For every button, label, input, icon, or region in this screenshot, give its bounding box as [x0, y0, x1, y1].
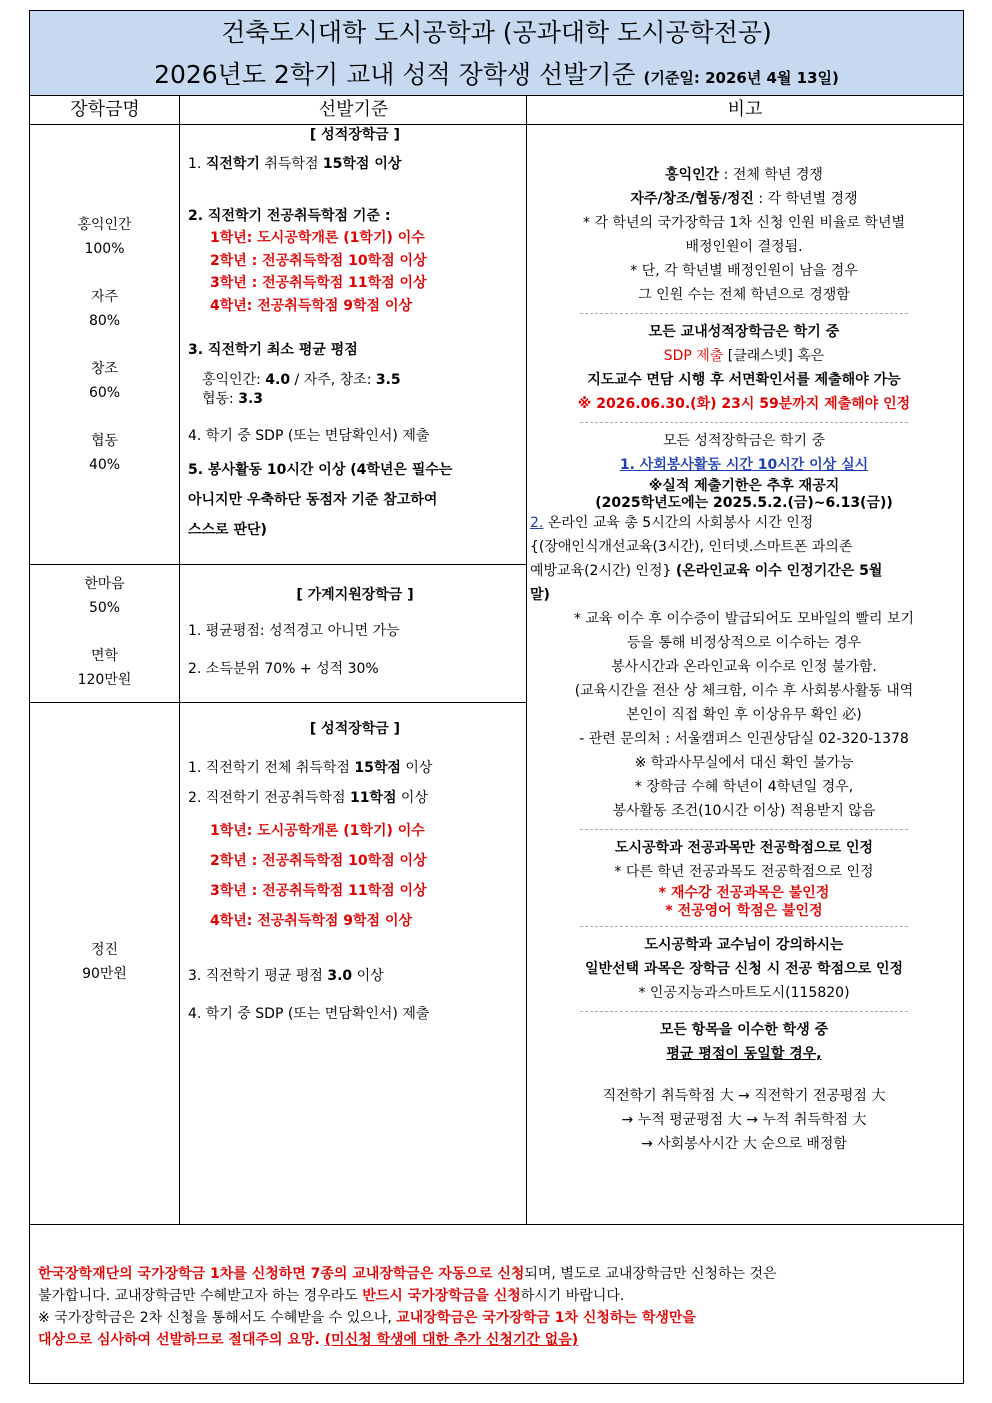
grade-4-req: 4학년: 전공취득학점 9학점 이상	[210, 297, 412, 314]
gpa-line-1: 홍익인간: 4.0 / 자주, 창조: 3.5	[202, 372, 401, 388]
english-note: * 전공영어 학점은 불인정	[665, 903, 823, 919]
title-line-2	[30, 59, 963, 94]
volunteer-requirement: 1. 사회봉사활동 시간 10시간 이상 실시	[619, 457, 869, 473]
contact-note: ※ 학과사무실에서 대신 확인 불가능	[634, 755, 854, 771]
criteria-item-1: 1. 평균평점: 성적경고 아니면 가능	[188, 623, 400, 639]
col-header-criteria: 선발기준	[180, 95, 527, 125]
senior-note-2: 봉사활동 조건(10시간 이상) 적용받지 않음	[612, 803, 876, 819]
footer-line-4: 대상으로 심사하여 선발하므로 절대주의 요망. (미신청 학생에 대한 추가 신청기간 없음)	[38, 1332, 579, 1348]
separator	[580, 313, 908, 314]
divider-row2	[30, 702, 527, 703]
separator	[580, 1011, 908, 1012]
col-header-remarks: 비고	[527, 95, 963, 125]
rate-hanmaeum: 50%	[88, 600, 121, 616]
remark-allocation-2: 배정인원이 결정됨.	[685, 239, 803, 255]
criteria-item-4: 4. 학기 중 SDP (또는 면담확인서) 제출	[188, 1006, 430, 1022]
tie-break-order-1: 직전학기 취득학점 大 → 직전학기 전공평점 大	[602, 1088, 886, 1104]
tie-break-2: 평균 평점이 동일할 경우,	[666, 1046, 822, 1062]
divider-row1	[30, 564, 527, 565]
criteria-title: [ 성적장학금 ]	[309, 127, 401, 143]
tie-break-1: 모든 항목을 이수한 학생 중	[659, 1022, 829, 1038]
base-date: (기준일: 2026년 4월 13일)	[643, 69, 839, 87]
separator	[580, 422, 908, 423]
volunteer-note-1: 모든 성적장학금은 학기 중	[662, 433, 826, 449]
gpa-line-2: 협동: 3.3	[202, 391, 264, 407]
remark-competition-grade: 자주/창조/협동/정진 : 각 학년별 경쟁	[630, 191, 858, 207]
amount-myeonhak: 120만원	[77, 672, 132, 688]
criteria-item-2: 2. 직전학기 전공취득학점 기준 :	[188, 208, 391, 224]
sdp-deadline: ※ 2026.06.30.(화) 23시 59분까지 제출해야 인정	[577, 396, 911, 412]
grade-3-req: 3학년 : 전공취득학점 11학점 이상	[210, 883, 427, 899]
tie-break-order-2: → 누적 평균평점 大 → 누적 취득학점 大	[621, 1112, 867, 1128]
online-edu-warning-4: (교육시간을 전산 상 체크함, 이수 후 사회봉사활동 내역	[574, 683, 914, 699]
title-text: 2026년도 2학기 교내 성적 장학생 선발기준	[154, 60, 636, 89]
amount-jeongjin: 90만원	[82, 966, 127, 982]
online-edu-2: {(장애인식개선교육(3시간), 인터넷.스마트폰 과의존	[530, 539, 853, 555]
elective-note-1: 도시공학과 교수님이 강의하시는	[644, 937, 844, 953]
name-hyeopdong: 협동	[90, 433, 119, 449]
rate-hyeopdong: 40%	[88, 457, 121, 473]
footer-line-3: ※ 국가장학금은 2차 신청을 통해서도 수혜받을 수 있으나, 교내장학금은 국가장학금 1차 신청하는 학생만을	[38, 1310, 696, 1326]
name-hongik: 홍익인간	[77, 217, 132, 233]
grade-3-req: 3학년 : 전공취득학점 11학점 이상	[210, 275, 427, 291]
grade-4-req: 4학년: 전공취득학점 9학점 이상	[210, 913, 412, 929]
online-edu-1: 2. 온라인 교육 총 5시간의 사회봉사 시간 인정	[530, 515, 814, 531]
volunteer-prev-period: (2025학년도에는 2025.5.2.(금)~6.13(금))	[595, 495, 893, 511]
remark-allocation-3: * 단, 각 학년별 배정인원이 남을 경우	[630, 263, 858, 279]
title-line-1: 건축도시대학 도시공학과 (공과대학 도시공학전공)	[221, 18, 772, 47]
criteria-title: [ 가계지원장학금 ]	[296, 587, 414, 603]
divider-v1	[179, 95, 180, 1225]
row1-criteria	[188, 125, 522, 545]
elective-course: * 인공지능과스마트도시(115820)	[638, 985, 850, 1001]
divider-v2	[526, 95, 527, 1225]
criteria-item-2: 2. 직전학기 전공취득학점 11학점 이상	[188, 790, 428, 806]
criteria-item-5-l2: 아니지만 우축하단 동점자 기준 참고하여	[188, 492, 438, 508]
retake-note: * 재수강 전공과목은 불인정	[658, 885, 830, 901]
title-banner	[30, 11, 963, 96]
footer-line-1: 한국장학재단의 국가장학금 1차를 신청하면 7종의 교내장학금은 자동으로 신청되며, 별도로 교내장학금만 신청하는 것은	[38, 1266, 777, 1282]
row1-names	[30, 213, 179, 477]
online-edu-4: 말)	[530, 587, 550, 603]
online-edu-warning-3: 봉사시간과 온라인교육 이수로 인정 불가함.	[611, 659, 877, 675]
separator	[580, 926, 908, 927]
online-edu-warning-2: 등을 통해 비정상적으로 이수하는 경우	[626, 635, 862, 651]
col-header-name: 장학금명	[30, 95, 180, 125]
criteria-item-1: 1. 직전학기 전체 취득학점 15학점 이상	[188, 760, 433, 776]
name-jeongjin: 정진	[90, 942, 119, 958]
online-edu-3: 예방교육(2시간) 인정} (온라인교육 이수 인정기간은 5월	[530, 563, 883, 579]
remark-competition-all: 홍익인간 : 전체 학년 경쟁	[665, 167, 823, 183]
name-hanmaeum: 한마음	[84, 576, 125, 592]
row3-criteria	[188, 717, 522, 1026]
row2-names	[30, 572, 179, 692]
major-credit-note-2: * 다른 학년 전공과목도 전공학점으로 인정	[614, 864, 874, 880]
grade-1-req: 1학년: 도시공학개론 (1학기) 이수	[210, 230, 425, 246]
rate-hongik: 100%	[84, 241, 125, 257]
footer-line-2: 불가합니다. 교내장학금만 수혜받고자 하는 경우라도 반드시 국가장학금을 신청하시기 바랍니다.	[38, 1288, 625, 1304]
tie-break-order-3: → 사회봉사시간 大 순으로 배정함	[641, 1136, 847, 1152]
name-myeonhak: 면학	[90, 648, 119, 664]
rate-changjo: 60%	[88, 385, 121, 401]
sdp-note-1: 모든 교내성적장학금은 학기 중	[648, 324, 840, 340]
elective-note-2: 일반선택 과목은 장학금 신청 시 전공 학점으로 인정	[584, 961, 904, 977]
online-edu-warning-5: 본인이 직접 확인 후 이상유무 확인 必)	[626, 707, 862, 723]
name-jaju: 자주	[90, 289, 119, 305]
remarks-column	[530, 163, 958, 1156]
criteria-item-3: 3. 직전학기 평균 평점 3.0 이상	[188, 968, 384, 984]
senior-note-1: * 장학금 수혜 학년이 4학년일 경우,	[634, 779, 854, 795]
remark-allocation-1: * 각 학년의 국가장학금 1차 신청 인원 비율로 학년별	[583, 215, 905, 231]
criteria-item-3: 3. 직전학기 최소 평균 평점	[188, 342, 358, 358]
major-credit-note-1: 도시공학과 전공과목만 전공학점으로 인정	[614, 840, 874, 856]
divider-footer	[30, 1224, 963, 1225]
scholarship-table	[29, 10, 964, 1384]
criteria-item-1: 1. 직전학기 취득학점 15학점 이상	[188, 156, 402, 172]
criteria-title: [ 성적장학금 ]	[309, 721, 401, 737]
criteria-item-5-l1: 5. 봉사활동 10시간 이상 (4학년은 필수는	[188, 462, 453, 478]
sdp-note-2: SDP 제출 [클래스넷] 혹은	[663, 348, 825, 364]
sdp-note-3: 지도교수 면담 시행 후 서면확인서를 제출해야 가능	[587, 372, 901, 388]
volunteer-deadline: ※실적 제출기한은 추후 재공지	[648, 478, 840, 494]
online-edu-warning-1: * 교육 이수 후 이수증이 발급되어도 모바일의 빨리 보기	[573, 611, 915, 627]
footer-notice	[38, 1263, 953, 1351]
criteria-item-5-l3: 스스로 판단)	[188, 522, 267, 538]
row2-criteria	[188, 583, 522, 681]
rate-jaju: 80%	[88, 313, 121, 329]
criteria-item-2: 2. 소득분위 70% + 성적 30%	[188, 661, 379, 677]
grade-1-req: 1학년: 도시공학개론 (1학기) 이수	[210, 823, 425, 839]
criteria-item-4: 4. 학기 중 SDP (또는 면담확인서) 제출	[188, 428, 430, 444]
grade-2-req: 2학년 : 전공취득학점 10학점 이상	[210, 252, 427, 269]
name-changjo: 창조	[90, 361, 119, 377]
separator	[580, 829, 908, 830]
grade-2-req: 2학년 : 전공취득학점 10학점 이상	[210, 853, 427, 869]
contact-info: - 관련 문의처 : 서울캠퍼스 인권상담실 02-320-1378	[579, 731, 909, 747]
row3-names	[30, 938, 179, 986]
remark-allocation-4: 그 인원 수는 전체 학년으로 경쟁함	[638, 287, 850, 303]
